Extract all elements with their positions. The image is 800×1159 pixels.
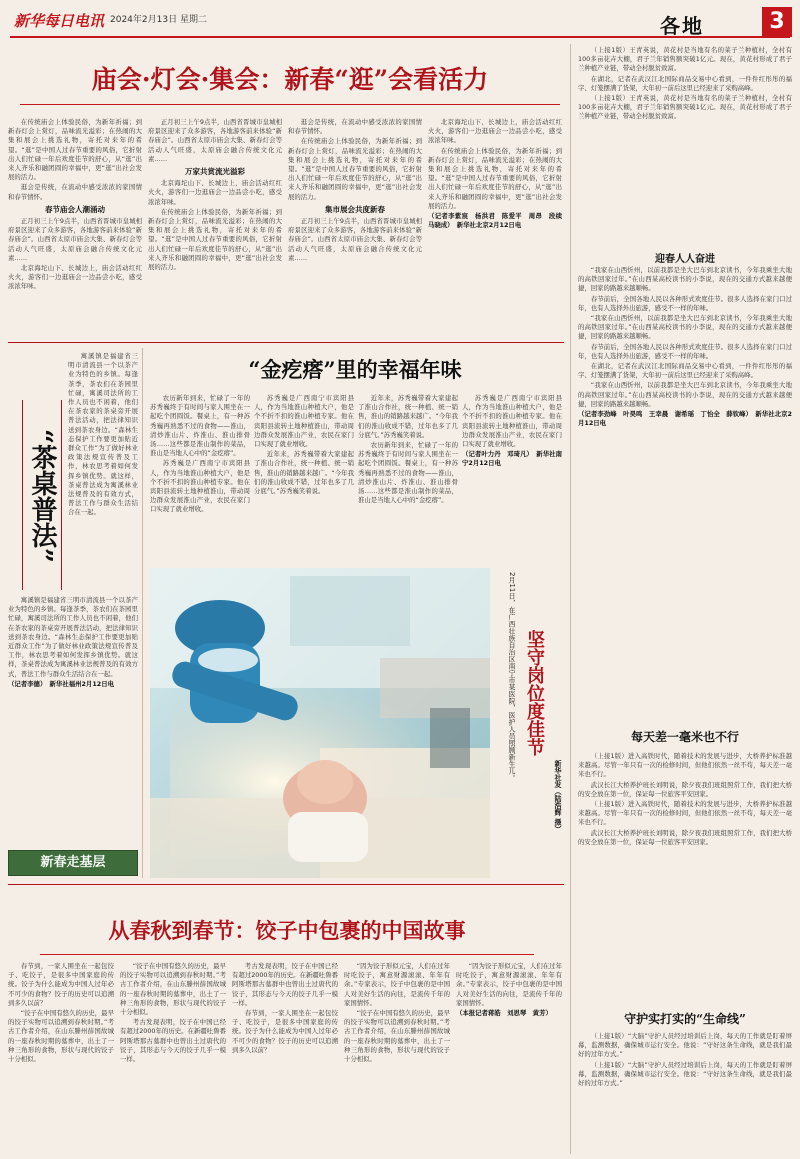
top-story-subhead-3: 集市展会共度新春 <box>325 204 385 214</box>
top-story-col-1 <box>8 118 142 338</box>
right-p5b: （上接1版）进入高铁时代，随着技术的发展与进步，大桥养护标准越来越高。尽管一年只有一次的检修时间，但他们依然一丝不苟，每天差一毫米也不行。 <box>578 800 792 827</box>
right-p3: “我家在山西忻州，以前我都是坐大巴车到北京读书，今年我乘坐大地的高铁回家过年。”在山西某高校读书的小李说，现在的交通方式越来越便捷，回家的路越来越顺畅。 <box>578 266 792 293</box>
bottom-body-1b: 春节到，一家人围坐在一起包饺子、吃饺子，是很多中国家庭的传统。饺子为什么能成为中国人过年必不可少的食物？饺子的历史可以追溯到多久以前？ <box>232 1009 338 1054</box>
feature-body-1b: 农历新年到来，忙碌了一年的苏秀巍终于有时间与家人围坐在一起吃个团圆饭。餐桌上，有一种苏秀巍再熟悉不过的食物——淮山，清炒淮山片、炸淮山、淮山排骨汤……这些都是淮山制作的菜品，淮山是当地人心中的“金疙瘩”。 <box>358 441 458 505</box>
masthead <box>10 4 790 38</box>
right-col-lower <box>578 752 792 1002</box>
feature-body-3: 近年来，苏秀巍带着大家建起了淮山合作社，统一种植、统一销售，淮山的销路越来越广。“今年我们的淮山收成不错，过年也多了几分底气。”苏秀巍笑着说。 <box>254 450 354 496</box>
right-p1: （上接1版）王青英说，黄花村是当地有名的菜子兰种植村，全村有100多亩花卉大棚，君子兰年销售额突破1亿元。现在，黄花村形成了君子兰种植产业链，带动全村脱贫致富。 <box>578 46 792 73</box>
feature-body-2c: 苏秀巍是广西南宁市宾阳县人，作为当地淮山种植大户，他是个不折不扣的淮山种植专家。他在宾阳县流转土地种植淮山，带动周边群众发展淮山产业，农民在家门口实现了就业增收。 <box>462 394 562 449</box>
top-story-underline <box>20 104 560 105</box>
right-p5: （上接1版）进入高铁时代，随着技术的发展与进步，大桥养护标准越来越高。尽管一年只有一次的检修时间，但他们依然一丝不苟，每天差一毫米也不行。 <box>578 752 792 779</box>
newborn-care-photo <box>150 568 490 878</box>
top-story-p4-cont-2: 北京海坨山下、长城边上，庙会活动红红火火，游客们一边逛庙会一边品尝小吃，感受浓浓年味。 <box>428 118 562 145</box>
right-p2b: 在湖北，记者在武汉江北国际商品交易中心看到，一件件红彤彤的福字、灯笼摆满了货架，大年初一前后这里已经迎来了采购高峰。 <box>578 362 792 380</box>
right-p4: 春节前后，全国各地人民以各种形式欢度佳节。很多人选择在家门口过年，也有人选择外出旅游，感受不一样的年味。 <box>578 294 792 312</box>
top-story-p4: 北京海坨山下、长城边上，庙会活动红红火火，游客们一边逛庙会一边品尝小吃，感受浓浓年味。 <box>8 264 142 291</box>
bottom-story-headline: 从春秋到春节：饺子中包裹的中国故事 <box>108 918 466 943</box>
top-story-subhead-1: 春节庙会人潮涌动 <box>45 204 105 214</box>
bottom-body-3: 考古发现表明，饺子在中国已经有超过2000年的历史。在新疆吐鲁番阿斯塔那古墓群中也曾出土过唐代的饺子，其形态与今天的饺子几乎一模一样。 <box>120 1018 226 1064</box>
photo-side-headline: 坚守岗位度佳节 <box>524 630 545 756</box>
bottom-col-5 <box>456 962 562 1154</box>
bottom-body-4: “因为饺子形似元宝，人们在过年时吃饺子，寓意财源滚滚、年年有余。”专家表示，饺子中包裹的是中国人对美好生活的向往，是流传千年的家国情怀。 <box>344 962 450 1007</box>
right-p2: 在湖北，记者在武汉江北国际商品交易中心看到，一件件红彤彤的福字、灯笼摆满了货架，大年初一前后这里已经迎来了采购高峰。 <box>578 74 792 92</box>
right-p3c: “我家在山西忻州，以前我都是坐大巴车到北京读书，今年我乘坐大地的高铁回家过年。”在山西某高校读书的小李说，现在的交通方式越来越便捷，回家的路越来越顺畅。 <box>578 381 792 408</box>
newspaper-logo: 新华每日电讯 <box>14 12 105 30</box>
right-subhead-1: 迎春人人奋进 <box>655 254 715 265</box>
bottom-col-4 <box>344 962 450 1154</box>
side-column-separator <box>142 348 143 878</box>
right-p4b: 春节前后，全国各地人民以各种形式欢度佳节。很多人选择在家门口过年，也有人选择外出旅游，感受不一样的年味。 <box>578 342 792 360</box>
photo-credit: 新华社发（陆浩辉 摄） <box>554 760 562 833</box>
side-title-box <box>22 400 62 590</box>
side-column-body-a: 寓溪镇是福建省三明市清流县一个以茶产业为特色的乡镇。每逢茶季，茶农们在茶园里忙碌，寓溪司法所的工作人员也不闲着，他们在茶农家的茶桌旁开展普法活动，把法律知识送到茶农身边。“森林生态保护工作要更加贴近群众工作”为了做好林业政策法规宣传普及工作，林农思考着如何发挥乡镇优势。就这样，茶桌普法成为寓溪林业法规普及的有效方式，普法工作与群众生活结合在一起。 <box>68 352 138 517</box>
top-story-lead-cont: 在传统庙会上体验民俗，为新年祈福；到新春灯会上赏灯，品味流光溢彩；在热闹的大集和展会上挑选礼物，寄托对来年的希望。“逛”是中国人过春节重要的风俗，它折射出人们忙碌一年后欢度佳节的舒心，从“逛”出来人齐乐和融团圆的幸福中，更“逛”出社会发展的活力。 <box>148 207 282 272</box>
feature-body-2b: 苏秀巍是广西南宁市宾阳县人，作为当地淮山种植大户，他是个不折不扣的淮山种植专家。他在宾阳县流转土地种植淮山，带动周边群众发展淮山产业，农民在家门口实现了就业增收。 <box>254 394 354 449</box>
bottom-story-underline <box>40 954 534 955</box>
section-divider-1 <box>8 342 564 343</box>
feature-col-4 <box>462 394 562 562</box>
right-subhead-2: 每天差一毫米也不行 <box>630 730 739 744</box>
right-subhead-3: 守护实打实的“生命线” <box>624 1012 746 1026</box>
top-story-byline: （记者李紫宸 杨洪君 陈爱平 周昂 段续 马晓成） 新华社北京2月12日电 <box>428 212 569 230</box>
top-story-lead-cont-3: 在传统庙会上体验民俗，为新年祈福；到新春灯会上赏灯，品味流光溢彩；在热闹的大集和展会上挑选礼物，寄托对来年的希望。“逛”是中国人过春节重要的风俗，它折射出人们忙碌一年后欢度佳节的舒心，从“逛”出来人齐乐和融团圆的幸福中，更“逛”出社会发展的活力。 <box>428 146 562 210</box>
feature-body-1: 农历新年到来，忙碌了一年的苏秀巍终于有时间与家人围坐在一起吃个团圆饭。餐桌上，有一种苏秀巍再熟悉不过的食物——淮山，清炒淮山片、炸淮山、淮山排骨汤……这些都是淮山制作的菜品，淮山是当地人心中的“金疙瘩”。 <box>150 394 250 458</box>
right-p3b: “我家在山西忻州，以前我都是坐大巴车到北京读书，今年我乘坐大地的高铁回家过年。”在山西某高校读书的小李说，现在的交通方式越来越便捷，回家的路越来越顺畅。 <box>578 314 792 341</box>
bottom-body-1: 春节到，一家人围坐在一起包饺子、吃饺子，是很多中国家庭的传统。饺子为什么能成为中国人过年必不可少的食物？饺子的历史可以追溯到多久以前？ <box>8 962 114 1007</box>
side-column-banner <box>8 850 138 876</box>
top-story-p3-cont: 正月初三上午9点半，山西省晋城市皇城相府景区迎来了众多游客，各地游客前来体验“新春庙会”。山西省太原市庙会大集、新春灯会等活动人气旺盛，太原庙会融合传统文化元素…… <box>148 118 282 163</box>
bottom-body-2b: “饺子在中国有悠久的历史，最早的饺子实物可以追溯到春秋时期。”考古工作者介绍，在山东滕州薛国故城的一座春秋时期的墓葬中，出土了一种三角形的食物，形状与现代的饺子十分相似。 <box>120 962 226 1017</box>
feature-body-2: 苏秀巍是广西南宁市宾阳县人，作为当地淮山种植大户，他是个不折不扣的淮山种植专家。他在宾阳县流转土地种植淮山，带动周边群众发展淮山产业，农民在家门口实现了就业增收。 <box>150 459 250 514</box>
bottom-body-2: “饺子在中国有悠久的历史，最早的饺子实物可以追溯到春秋时期。”考古工作者介绍，在山东滕州薛国故城的一座春秋时期的墓葬中，出土了一种三角形的食物，形状与现代的饺子十分相似。 <box>8 1009 114 1064</box>
right-col-bottom <box>578 1032 792 1154</box>
photo-caption: 2月11日，在广西壮族自治区南宁市某医院，医护人员照顾新生儿。 <box>508 572 516 782</box>
section-divider-2 <box>8 884 564 885</box>
page-number: 3 <box>762 7 792 37</box>
top-story-subhead-2: 万家共赏流光溢彩 <box>185 167 245 177</box>
side-column-body-b: 寓溪镇是福建省三明市清流县一个以茶产业为特色的乡镇。每逢茶季，茶农们在茶园里忙碌，寓溪司法所的工作人员也不闲着，他们在茶农家的茶桌旁开展普法活动，把法律知识送到茶农身边。“森林生态保护工作要更加贴近群众工作”为了做好林业政策法规宣传普及工作，林农思考着如何发挥乡镇优势。就这样，茶桌普法成为寓溪林业法规普及的有效方式，普法工作与群众生活结合在一起。 <box>8 596 138 678</box>
side-column-body-right <box>68 352 138 588</box>
section-name: 各地 <box>660 14 704 38</box>
right-p6b: 武汉长江大桥养护班长刘明说，除夕夜我们班组照常工作，我们把大桥的安全放在第一位，保证每一位旅客平安回家。 <box>578 828 792 846</box>
right-column-separator <box>570 44 571 1154</box>
feature-col-1 <box>150 394 250 562</box>
side-column-title: “茶桌普法” <box>27 429 57 563</box>
issue-date: 2024年2月13日 星期二 <box>110 15 207 25</box>
right-col-top <box>578 46 792 246</box>
right-p7b: （上接1版）“大脑”守护人员经过培训后上岗，每天的工作就是盯着屏幕，监测数据，确保城市运行安全。他说：“守好这条生命线，就是我们最好的过年方式。” <box>578 1060 792 1088</box>
top-story-p4-cont: 北京海坨山下、长城边上，庙会活动红红火火，游客们一边逛庙会一边品尝小吃，感受浓浓年味。 <box>148 179 282 206</box>
top-story-headline: 庙会·灯会·集会：新春“逛”会看活力 <box>91 65 489 94</box>
bottom-body-4b: “因为饺子形似元宝，人们在过年时吃饺子，寓意财源滚滚、年年有余。”专家表示，饺子中包裹的是中国人对美好生活的向往，是流传千年的家国情怀。 <box>456 962 562 1007</box>
top-story-p3-cont-2: 正月初三上午9点半，山西省晋城市皇城相府景区迎来了众多游客，各地游客前来体验“新春庙会”。山西省太原市庙会大集、新春灯会等活动人气旺盛，太原庙会融合传统文化元素…… <box>288 217 422 262</box>
top-story-col-4 <box>428 118 569 338</box>
feature-headline: “金疙瘩”里的幸福年味 <box>248 357 462 382</box>
bottom-body-2c: “饺子在中国有悠久的历史，最早的饺子实物可以追溯到春秋时期。”考古工作者介绍，在山东滕州薛国故城的一座春秋时期的墓葬中，出土了一种三角形的食物，形状与现代的饺子十分相似。 <box>344 1009 450 1064</box>
top-story-lead-cont-2: 在传统庙会上体验民俗，为新年祈福；到新春灯会上赏灯，品味流光溢彩；在热闹的大集和展会上挑选礼物，寄托对来年的希望。“逛”是中国人过春节重要的风俗，它折射出人们忙碌一年后欢度佳节的舒心，从“逛”出来人齐乐和融团圆的幸福中，更“逛”出社会发展的活力。 <box>288 137 422 201</box>
top-story-col-3 <box>288 118 422 338</box>
bottom-col-1 <box>8 962 114 1154</box>
bottom-col-2 <box>120 962 226 1154</box>
nicu-photo-illustration <box>150 568 490 878</box>
feature-col-3 <box>358 394 458 562</box>
right-p7: （上接1版）“大脑”守护人员经过培训后上岗，每天的工作就是盯着屏幕，监测数据，确保城市运行安全。他说：“守好这条生命线，就是我们最好的过年方式。” <box>578 1032 792 1059</box>
top-story-p2: 逛会是传统，在流动中感受浓浓的家国情和春节情怀。 <box>8 183 142 201</box>
top-story-p3: 正月初三上午9点半，山西省晋城市皇城相府景区迎来了众多游客，各地游客前来体验“新春庙会”。山西省太原市庙会大集、新春灯会等活动人气旺盛，太原庙会融合传统文化元素…… <box>8 217 142 262</box>
side-column-banner-text: 新春走基层 <box>40 855 106 870</box>
top-story-p2-cont: 逛会是传统，在流动中感受浓浓的家国情和春节情怀。 <box>288 118 422 136</box>
feature-byline: （记者叶力丹 邓琦凡） 新华社南宁2月12日电 <box>462 450 562 468</box>
feature-body-3b: 近年来，苏秀巍带着大家建起了淮山合作社，统一种植、统一销售，淮山的销路越来越广。“今年我们的淮山收成不错，过年也多了几分底气。”苏秀巍笑着说。 <box>358 394 458 439</box>
feature-col-2 <box>254 394 354 562</box>
bottom-body-3b: 考古发现表明，饺子在中国已经有超过2000年的历史。在新疆吐鲁番阿斯塔那古墓群中也曾出土过唐代的饺子，其形态与今天的饺子几乎一模一样。 <box>232 962 338 1007</box>
right-p1b: （上接1版）王青英说，黄花村是当地有名的菜子兰种植村，全村有100多亩花卉大棚，君子兰年销售额突破1亿元。现在，黄花村形成了君子兰种植产业链，带动全村脱贫致富。 <box>578 94 792 121</box>
side-column-byline: （记者李德） 新华社福州2月12日电 <box>8 679 114 688</box>
side-column-body-lower <box>8 596 138 842</box>
bottom-col-3 <box>232 962 338 1154</box>
top-story-lead: 在传统庙会上体验民俗，为新年祈福；到新春灯会上赏灯，品味流光溢彩；在热闹的大集和展会上挑选礼物，寄托对来年的希望。“逛”是中国人过春节重要的风俗，它折射出人们忙碌一年后欢度佳节的舒心，从“逛”出来人齐乐和融团圆的幸福中，更“逛”出社会发展的活力。 <box>8 118 142 182</box>
right-p6: 武汉长江大桥养护班长刘明说，除夕夜我们班组照常工作，我们把大桥的安全放在第一位，保证每一位旅客平安回家。 <box>578 780 792 798</box>
top-story-col-2 <box>148 118 282 338</box>
bottom-story-byline: （本报记者蒋皓 刘思琴 黄芳） <box>456 1009 552 1018</box>
right-byline-1: （记者李劲峰 叶昊鸣 王幸晨 谢希瑶 丁怡全 薛钦峰） 新华社北京2月12日电 <box>578 410 792 428</box>
right-col-mid <box>578 266 792 626</box>
